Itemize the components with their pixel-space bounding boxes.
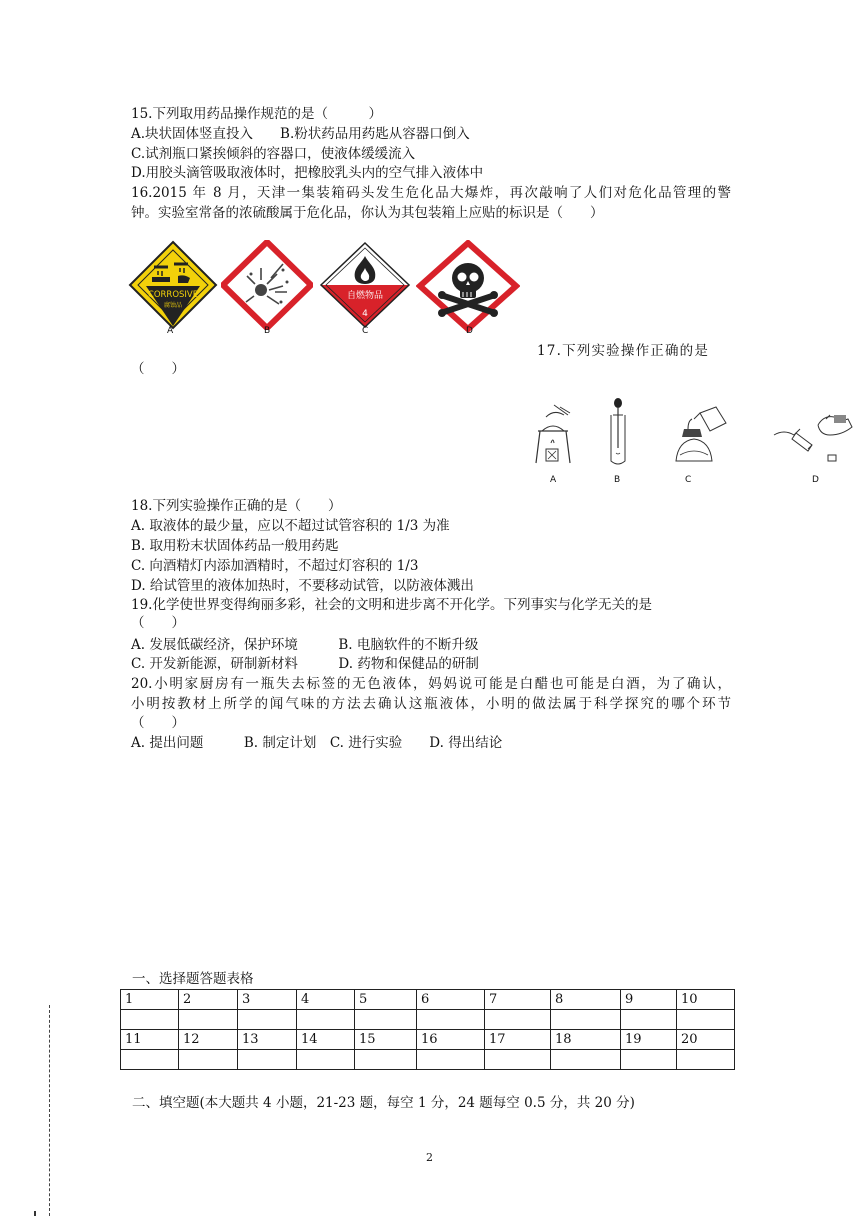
q18-option-a: A. 取液体的最少量，应以不超过试管容积的 1/3 为准 <box>131 518 450 534</box>
q15-options-ab: A.块状固体竖直投入 B.粉状药品用药匙从容器口倒入 <box>131 126 470 142</box>
sign-label-a: A <box>167 326 174 336</box>
answer-cell[interactable] <box>551 1010 621 1030</box>
pour-alcohol-lamp-icon <box>670 405 730 465</box>
corrosive-icon <box>128 240 218 330</box>
table-cell: 14 <box>297 1030 355 1050</box>
answer-cell[interactable] <box>355 1050 417 1070</box>
burner-stand-icon <box>530 403 576 465</box>
binding-cut-line <box>49 1005 50 1216</box>
table-cell: 1 <box>121 990 179 1010</box>
section2-title: 二、填空题(本大题共 4 小题，21-23 题，每空 1 分，24 题每空 0.5 分，共 20 分) <box>132 1095 635 1111</box>
table-cell: 19 <box>621 1030 677 1050</box>
answer-cell[interactable] <box>621 1050 677 1070</box>
q17-stem: 17.下列实验操作正确的是 <box>537 343 710 359</box>
q19-options-cd: C. 开发新能源，研制新材料 D. 药物和保健品的研制 <box>131 656 479 672</box>
table-cell: 3 <box>238 990 297 1010</box>
table-cell: 12 <box>179 1030 238 1050</box>
table-cell: 2 <box>179 990 238 1010</box>
sign-label-d: D <box>466 326 473 336</box>
table-cell: 9 <box>621 990 677 1010</box>
answer-cell[interactable] <box>485 1050 551 1070</box>
q20-options: A. 提出问题 B. 制定计划 C. 进行实验 D. 得出结论 <box>131 735 503 751</box>
q19-paren: （ ） <box>131 615 185 631</box>
corrosive-sign <box>128 240 218 334</box>
answer-cell[interactable] <box>179 1050 238 1070</box>
table-cell: 18 <box>551 1030 621 1050</box>
table-row-answers-2 <box>121 1050 735 1070</box>
q20-line2: 小明按教材上所学的闻气味的方法去确认这瓶液体，小明的做法属于科学探究的哪个环节 <box>131 696 731 712</box>
q15-option-c: C.试剂瓶口紧挨倾斜的容器口，使液体缓缓流入 <box>131 146 416 162</box>
apparatus-label-b: B <box>614 475 621 485</box>
table-cell: 15 <box>355 1030 417 1050</box>
flammable-text: 自燃物品 <box>346 291 384 301</box>
answer-table <box>120 989 735 1070</box>
answer-cell[interactable] <box>417 1050 485 1070</box>
apparatus-label-c: C <box>685 475 692 485</box>
skull-icon <box>416 240 520 332</box>
answer-cell[interactable] <box>551 1050 621 1070</box>
table-cell: 13 <box>238 1030 297 1050</box>
answer-cell[interactable] <box>677 1010 735 1030</box>
table-cell: 20 <box>677 1030 735 1050</box>
q18-option-d: D. 给试管里的液体加热时，不要移动试管，以防液体溅出 <box>131 578 474 594</box>
q17-paren: （ ） <box>131 361 185 377</box>
table-row-numbers-2 <box>121 1030 735 1050</box>
table-cell: 8 <box>551 990 621 1010</box>
flammable-sign <box>318 240 412 334</box>
flammable-class-number: 4 <box>362 309 368 319</box>
q16-line1: 16.2015 年 8 月，天津一集装箱码头发生危化品大爆炸，再次敲响了人们对危化品管理的警 <box>131 185 731 201</box>
table-row-answers-1 <box>121 1010 735 1030</box>
answer-cell[interactable] <box>355 1010 417 1030</box>
flame-icon <box>318 240 412 330</box>
explosive-sign <box>221 240 313 334</box>
table-cell: 11 <box>121 1030 179 1050</box>
table-row-numbers-1 <box>121 990 735 1010</box>
q20-line1: 20.小明家厨房有一瓶失去标签的无色液体，妈妈说可能是白醋也可能是白酒，为了确认， <box>131 676 731 692</box>
q18-option-b: B. 取用粉末状固体药品一般用药匙 <box>131 538 339 554</box>
q16-line2: 钟。实验室常备的浓硫酸属于危化品，你认为其包装箱上应贴的标识是（ ） <box>131 205 604 221</box>
table-cell: 16 <box>417 1030 485 1050</box>
answer-cell[interactable] <box>485 1010 551 1030</box>
table-cell: 4 <box>297 990 355 1010</box>
answer-cell[interactable] <box>121 1010 179 1030</box>
table-cell: 17 <box>485 1030 551 1050</box>
q19-stem: 19.化学使世界变得绚丽多彩，社会的文明和进步离不开化学。下列事实与化学无关的是 <box>131 597 652 613</box>
sign-label-c: C <box>362 326 369 336</box>
answer-cell[interactable] <box>238 1010 297 1030</box>
dropper-tube-icon <box>606 397 630 467</box>
answer-cell[interactable] <box>179 1010 238 1030</box>
q15-option-d: D.用胶头滴管吸取液体时，把橡胶乳头内的空气排入液体中 <box>131 165 484 181</box>
table-cell: 5 <box>355 990 417 1010</box>
q20-paren: （ ） <box>131 715 185 731</box>
answer-cell[interactable] <box>621 1010 677 1030</box>
answer-cell[interactable] <box>677 1050 735 1070</box>
add-solid-tube-icon <box>770 405 856 465</box>
answer-cell[interactable] <box>121 1050 179 1070</box>
table-cell: 6 <box>417 990 485 1010</box>
explosive-icon <box>221 240 313 330</box>
sign-label-b: B <box>264 326 271 336</box>
answer-cell[interactable] <box>417 1010 485 1030</box>
section1-title: 一、选择题答题表格 <box>132 971 254 987</box>
apparatus-label-d: D <box>812 475 819 485</box>
q18-stem: 18.下列实验操作正确的是（ ） <box>131 498 342 514</box>
answer-cell[interactable] <box>297 1050 355 1070</box>
page-number: 2 <box>426 1151 433 1164</box>
binding-tick <box>34 1211 36 1216</box>
apparatus-label-a: A <box>550 475 557 485</box>
answer-cell[interactable] <box>297 1010 355 1030</box>
table-cell: 10 <box>677 990 735 1010</box>
q15-stem: 15.下列取用药品操作规范的是（ ） <box>131 106 382 122</box>
corrosive-subtext: 腐蚀品 <box>163 302 183 309</box>
answer-cell[interactable] <box>238 1050 297 1070</box>
corrosive-text: CORROSIVE <box>147 290 199 300</box>
toxic-sign <box>416 240 520 336</box>
q18-option-c: C. 向酒精灯内添加酒精时，不超过灯容积的 1/3 <box>131 558 419 574</box>
q19-options-ab: A. 发展低碳经济，保护环境 B. 电脑软件的不断升级 <box>131 637 479 653</box>
table-cell: 7 <box>485 990 551 1010</box>
